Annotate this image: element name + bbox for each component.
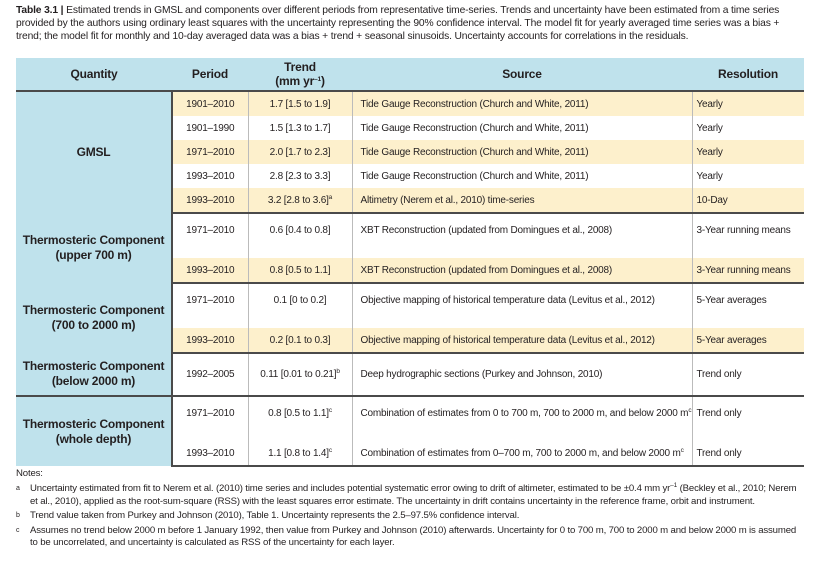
footnote-marker: b	[336, 368, 340, 375]
cell-resolution: Trend only	[692, 353, 804, 396]
quantity-label-line2: (whole depth)	[55, 431, 132, 446]
cell-trend	[248, 188, 352, 213]
table-caption	[16, 4, 806, 43]
cell-source: Objective mapping of historical temperature data (Levitus et al., 2012)	[352, 283, 692, 328]
trend-value: 2.0 [1.7 to 2.3]	[269, 146, 331, 158]
table-row	[16, 353, 804, 396]
header-row	[16, 58, 804, 91]
quantity-gmsl: GMSL	[16, 91, 172, 213]
header-source: Source	[352, 58, 692, 91]
footnote-marker: c	[680, 446, 684, 454]
table-row	[16, 396, 804, 441]
trend-value: 0.1 [0 to 0.2]	[273, 295, 327, 306]
trend-value: 0.8 [0.5 to 1.1]	[268, 408, 329, 419]
quantity-label-line1: Thermosteric Component	[22, 359, 165, 373]
cell-period: 1971–2010	[172, 213, 248, 258]
footnote-marker: a	[328, 193, 333, 201]
cell-period: 1971–2010	[172, 396, 248, 441]
cell-period: 1993–2010	[172, 258, 248, 283]
cell-source: Tide Gauge Reconstruction (Church and White, 2011)	[352, 140, 692, 164]
quantity-label-line1: Thermosteric Component	[22, 416, 165, 431]
cell-trend	[248, 328, 352, 353]
header-trend-line1: Trend	[284, 60, 316, 74]
trend-value: 2.8 [2.3 to 3.3]	[269, 170, 331, 182]
trend-value: 1.1 [0.8 to 1.4]	[268, 447, 329, 459]
cell-trend	[248, 353, 352, 396]
cell-resolution: 5-Year averages	[692, 283, 804, 328]
cell-resolution: 5-Year averages	[692, 328, 804, 353]
footnote-marker: c	[328, 407, 332, 414]
table-row	[16, 91, 804, 116]
cell-resolution: Yearly	[692, 140, 804, 164]
cell-trend	[248, 258, 352, 283]
table-notes	[16, 468, 806, 551]
note-text: Trend value taken from Purkey and Johnson (2010), Table 1. Uncertainty represents the 2.5–97.5% confidence interval.	[30, 510, 520, 522]
cell-trend	[248, 164, 352, 188]
cell-trend	[248, 396, 352, 441]
quantity-thermosteric-whole	[16, 396, 172, 466]
header-trend-line2: (mm yr	[275, 74, 315, 88]
trend-value: 0.11 [0.01 to 0.21]	[260, 369, 337, 380]
cell-resolution: Trend only	[692, 441, 804, 466]
header-trend	[248, 58, 352, 91]
note-c	[16, 525, 806, 550]
cell-resolution: 10-Day	[692, 188, 804, 213]
caption-label: Table 3.1 |	[16, 5, 64, 16]
header-trend-close: )	[320, 74, 325, 88]
cell-period: 1993–2010	[172, 188, 248, 213]
quantity-thermosteric-mid	[16, 283, 172, 353]
note-text: Assumes no trend below 2000 m before 1 January 1992, then value from Purkey and Johnson (2010) afterwards. Uncertainty for 0 to 700 m, 700 to 2000 m and below 2000 m is assumed to be uncorrelated, and uncertainty is calculated as RSS of the uncertainty for each layer.	[30, 524, 797, 549]
cell-period: 1993–2010	[172, 164, 248, 188]
trend-value: 1.7 [1.5 to 1.9]	[269, 98, 331, 110]
cell-period: 1901–2010	[172, 91, 248, 116]
cell-source	[352, 441, 692, 466]
cell-trend	[248, 116, 352, 140]
cell-period: 1901–1990	[172, 116, 248, 140]
cell-trend	[248, 91, 352, 116]
table-row	[16, 283, 804, 328]
cell-source: XBT Reconstruction (updated from Domingues et al., 2008)	[352, 213, 692, 258]
quantity-thermosteric-deep	[16, 353, 172, 396]
cell-source: Tide Gauge Reconstruction (Church and White, 2011)	[352, 164, 692, 188]
note-text	[30, 483, 806, 508]
cell-source: Deep hydrographic sections (Purkey and Johnson, 2010)	[352, 353, 692, 396]
quantity-thermosteric-upper	[16, 213, 172, 283]
gmsl-trends-table	[16, 58, 804, 467]
cell-trend	[248, 441, 352, 466]
header-period: Period	[172, 58, 248, 91]
cell-source: XBT Reconstruction (updated from Domingues et al., 2008)	[352, 258, 692, 283]
cell-resolution: Yearly	[692, 91, 804, 116]
trend-value: 3.2 [2.8 to 3.6]	[267, 194, 329, 206]
cell-period: 1992–2005	[172, 353, 248, 396]
caption-text: Estimated trends in GMSL and components over different periods from representative time-series. Trends and uncertainty have been estimated from a time series provided by the authors using ordinary least squares with the uncertainty representing the 90% confidence interval. The model fit for yearly averaged time series was a bias + trend; the model fit for monthly and 10-day averaged data was a bias + trend + seasonal sinusoids. Uncertainty accounts for correlations in the residuals.	[16, 5, 780, 42]
quantity-label-line1: Thermosteric Component	[22, 233, 165, 247]
cell-period: 1993–2010	[172, 328, 248, 353]
trend-value: 0.2 [0.1 to 0.3]	[269, 334, 331, 346]
note-b	[16, 510, 806, 522]
footnote-marker: c	[688, 407, 692, 414]
cell-resolution: 3-Year running means	[692, 258, 804, 283]
cell-source: Tide Gauge Reconstruction (Church and White, 2011)	[352, 91, 692, 116]
source-text: Combination of estimates from 0–700 m, 700 to 2000 m, and below 2000 m	[360, 447, 681, 459]
cell-source: Objective mapping of historical temperature data (Levitus et al., 2012)	[352, 328, 692, 353]
quantity-label-line2: (below 2000 m)	[51, 374, 136, 388]
note-text-after: (Beckley et al., 2010; Nerem et al., 2010), applied as the root-sum-square (RSS) with the least squares error estimate. The uncertainty in drift contains uncertainty in the reference frame, orbit and instrument.	[30, 483, 797, 507]
note-marker: b	[16, 512, 20, 520]
note-a	[16, 483, 806, 508]
cell-resolution: 3-Year running means	[692, 213, 804, 258]
header-resolution: Resolution	[692, 58, 804, 91]
cell-period: 1971–2010	[172, 140, 248, 164]
trend-value: 0.8 [0.5 to 1.1]	[269, 264, 331, 276]
table-row	[16, 213, 804, 258]
note-marker: a	[16, 485, 20, 493]
footnote-marker: c	[328, 446, 332, 454]
cell-source	[352, 396, 692, 441]
cell-period: 1971–2010	[172, 283, 248, 328]
note-text-before: Uncertainty estimated from fit to Nerem et al. (2010) time series and includes potential systematic error owing to drift of altimeter, estimated to be ±0.4 mm yr	[30, 483, 671, 495]
trend-value: 0.6 [0.4 to 0.8]	[269, 225, 331, 236]
cell-trend	[248, 140, 352, 164]
note-exp: –1	[670, 482, 678, 490]
trend-value: 1.5 [1.3 to 1.7]	[269, 122, 331, 134]
cell-resolution: Yearly	[692, 164, 804, 188]
cell-trend	[248, 283, 352, 328]
quantity-label-line1: Thermosteric Component	[22, 303, 165, 317]
source-text: Combination of estimates from 0 to 700 m, 700 to 2000 m, and below 2000 m	[360, 408, 689, 419]
note-marker: c	[16, 526, 20, 534]
header-trend-exp: –1	[314, 76, 321, 83]
quantity-label-line2: (700 to 2000 m)	[51, 318, 136, 332]
cell-source: Tide Gauge Reconstruction (Church and White, 2011)	[352, 116, 692, 140]
header-quantity: Quantity	[16, 58, 172, 91]
cell-period: 1993–2010	[172, 441, 248, 466]
cell-trend	[248, 213, 352, 258]
cell-resolution: Yearly	[692, 116, 804, 140]
cell-resolution: Trend only	[692, 396, 804, 441]
quantity-label-line2: (upper 700 m)	[55, 248, 132, 262]
notes-title: Notes:	[16, 468, 43, 479]
cell-source: Altimetry (Nerem et al., 2010) time-series	[352, 188, 692, 213]
